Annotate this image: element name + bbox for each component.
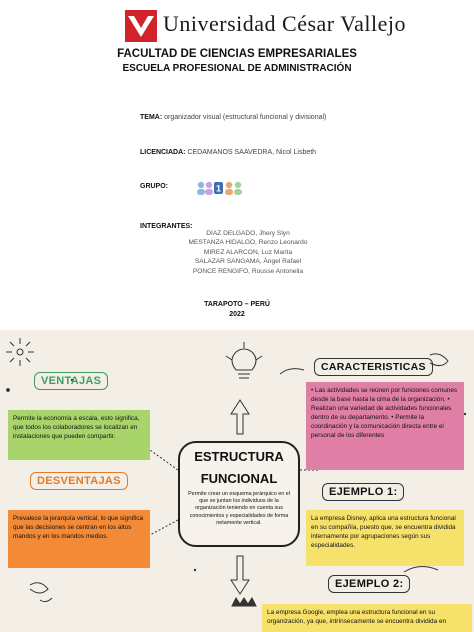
faculty-title: FACULTAD DE CIENCIAS EMPRESARIALES [117,48,357,60]
member-name: MIREZ ALARCON, Luz Marita [203,248,293,256]
integrantes-label: INTEGRANTES: [140,223,193,230]
member-name: SALAZAR SANGAMA, Ángel Rafael [194,258,302,266]
center-concept-box [178,441,300,547]
ventajas-card: Permite la economía a escala, esto significa, que todos los colaboradores se localizan en instalaciones que pueden compartir. [8,410,150,460]
member-name: MESTANZA HIDALGO, Renzo Leonardo [188,239,308,247]
city-label: TARAPOTO – PERÚ [204,301,270,308]
grupo-label: GRUPO: [140,183,168,190]
desventajas-card: Prevalece la jerarquía vertical, lo que significa que las decisiones se centran en los altos mandos y en los mandos medios. [8,510,150,568]
tema-value: organizador visual (estructural funcional y divisional) [162,114,327,121]
ventajas-title: VENTAJAS [34,372,108,390]
center-title-line1: ESTRUCTURA [194,449,284,464]
caracteristicas-title: CARACTERISTICAS [314,358,433,376]
member-name: DIAZ DELGADO, Jhery Slyn [206,230,290,237]
tema-label: TEMA: [140,114,163,121]
desventajas-title: DESVENTAJAS [30,472,128,490]
university-name: Universidad César Vallejo [163,11,407,36]
tema-row [140,114,326,121]
licenciada-value: CEDAMANOS SAAVEDRA, Nicol Lisbeth [185,149,317,156]
ejemplo1-title: EJEMPLO 1: [322,483,404,501]
member-name: PONCE RENGIFO, Rousse Antonella [192,267,304,275]
center-description: Permite crear un esquema jerárquico en el que se juntan los individuos de la organización teniendo en cuenta sus conocimientos y especialidades de forma netamente vertical. [188,491,290,526]
licenciada-label: LICENCIADA: [140,149,186,156]
school-title: ESCUELA PROFESIONAL DE ADMINISTRACIÓN [122,63,352,74]
ejemplo1-card: La empresa Disney, aplica una estructura funcional en su compañía, puesto que, se encuentra dividida internamente por agrupaciones según sus especialidades. [306,510,464,566]
group-people-icon [196,180,246,196]
members-list [148,229,348,276]
infographic-slide [0,330,474,632]
licenciada-row [140,149,316,156]
ejemplo2-card: La empresa Google, emplea una estructura funcional en su organización, ya que, intrínsecamente se encuentra dividida en [262,604,472,632]
university-logo-icon [125,10,157,42]
group-number: 1 [215,183,222,194]
center-title-line2: FUNCIONAL [200,471,278,486]
year-label: 2022 [229,311,245,318]
caracteristicas-card: • Las actividades se reúnen por funciones comunes desde la base hasta la cima de la organización. • Realizan una variedad de actividades funcionales dentro de su departamento. • Permite la coordinación y la comunicación directa entre el personal de los diferentes [306,382,464,470]
ejemplo2-title: EJEMPLO 2: [328,575,410,593]
